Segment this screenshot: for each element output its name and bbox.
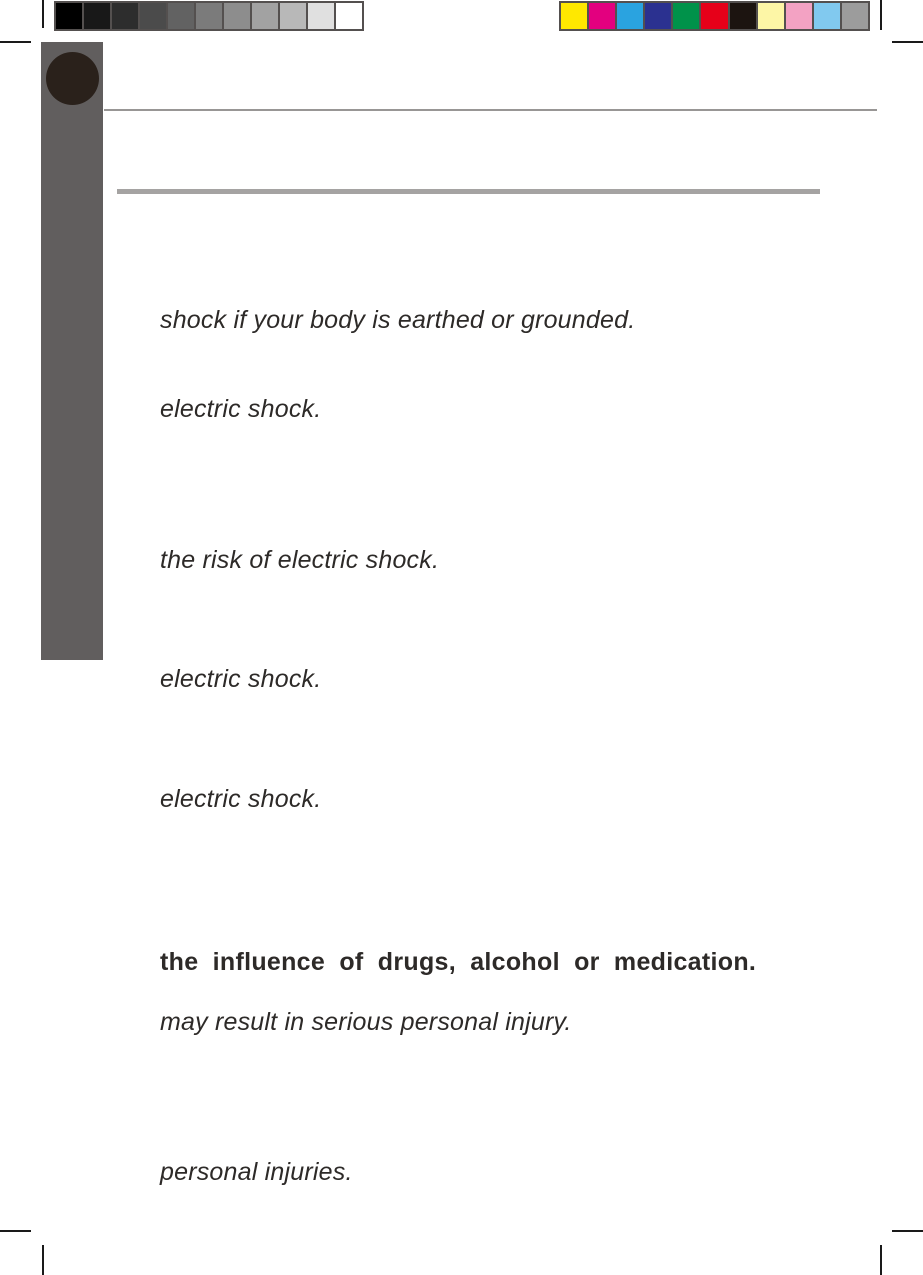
calibration-swatch xyxy=(56,3,82,29)
text-line-bold: the influence of drugs, alcohol or medication. xyxy=(160,948,757,976)
text-line: shock if your body is earthed or grounded. xyxy=(160,306,636,334)
registration-mark-bottom-left-vertical xyxy=(42,1245,44,1275)
calibration-swatch xyxy=(196,3,222,29)
calibration-swatch xyxy=(758,3,784,29)
color-calibration-strip xyxy=(559,1,870,31)
registration-mark-bottom-right-vertical xyxy=(880,1245,882,1275)
text-line: electric shock. xyxy=(160,785,322,813)
calibration-swatch xyxy=(336,3,362,29)
calibration-swatch xyxy=(308,3,334,29)
calibration-swatch xyxy=(645,3,671,29)
registration-mark-top-right-vertical xyxy=(880,0,882,30)
calibration-swatch xyxy=(112,3,138,29)
calibration-swatch xyxy=(589,3,615,29)
header-rule-thick xyxy=(117,189,820,194)
calibration-swatch xyxy=(252,3,278,29)
calibration-swatch xyxy=(673,3,699,29)
calibration-swatch xyxy=(561,3,587,29)
registration-mark-bottom-left-horizontal xyxy=(0,1230,31,1232)
calibration-swatch xyxy=(786,3,812,29)
calibration-swatch xyxy=(280,3,306,29)
calibration-swatch xyxy=(168,3,194,29)
text-line: electric shock. xyxy=(160,665,322,693)
calibration-swatch xyxy=(617,3,643,29)
calibration-swatch xyxy=(730,3,756,29)
calibration-swatch xyxy=(84,3,110,29)
registration-mark-top-left-vertical xyxy=(42,0,44,28)
text-line: the risk of electric shock. xyxy=(160,546,440,574)
calibration-swatch xyxy=(224,3,250,29)
header-rule-thin xyxy=(104,109,877,111)
calibration-swatch xyxy=(140,3,166,29)
calibration-swatch xyxy=(842,3,868,29)
registration-mark-bottom-right-horizontal xyxy=(892,1230,923,1232)
grayscale-calibration-strip xyxy=(54,1,364,31)
section-sidebar-bar xyxy=(41,42,103,660)
text-line: personal injuries. xyxy=(160,1158,353,1186)
text-line: electric shock. xyxy=(160,395,322,423)
text-line: may result in serious personal injury. xyxy=(160,1008,572,1036)
registration-mark-top-right-horizontal xyxy=(892,41,923,43)
calibration-swatch xyxy=(814,3,840,29)
calibration-swatch xyxy=(701,3,727,29)
section-number-circle xyxy=(46,52,99,105)
registration-mark-top-left-horizontal xyxy=(0,41,31,43)
